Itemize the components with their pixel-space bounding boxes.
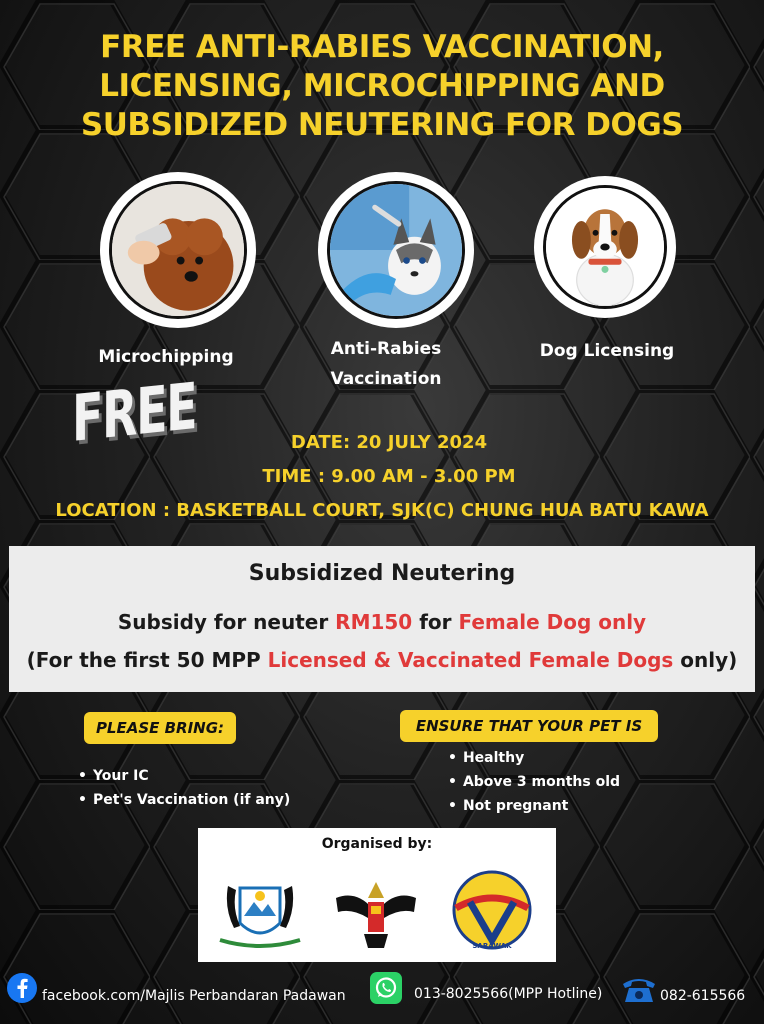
list-item: • Pet's Vaccination (if any) bbox=[78, 788, 290, 812]
neutering-subsidy-line: Subsidy for neuter RM150 for Female Dog only bbox=[117, 610, 647, 634]
title-line-3: SUBSIDIZED NEUTERING FOR DOGS bbox=[80, 107, 684, 143]
list-item: • Above 3 months old bbox=[448, 770, 620, 794]
phone-number[interactable]: 082-615566 bbox=[660, 988, 746, 1004]
facebook-link[interactable]: facebook.com/Majlis Perbandaran Padawan bbox=[42, 988, 346, 1004]
organiser-title: Organised by: bbox=[321, 836, 433, 852]
list-item: • Healthy bbox=[448, 746, 620, 770]
veterinary-services-seal-logo bbox=[442, 868, 542, 956]
whatsapp-icon bbox=[370, 972, 402, 1004]
service-label-microchipping: Microchipping bbox=[98, 347, 234, 367]
event-date: DATE: 20 JULY 2024 bbox=[290, 432, 488, 453]
vaccination-photo bbox=[318, 172, 474, 328]
poodle-image bbox=[112, 184, 244, 316]
licensing-photo bbox=[534, 176, 676, 318]
sarawak-hornbill-crest-logo bbox=[326, 868, 426, 956]
service-label-licensing: Dog Licensing bbox=[539, 341, 675, 361]
event-location: LOCATION : BASKETBALL COURT, SJK(C) CHUNG HUA BATU KAWA bbox=[55, 500, 709, 521]
husky-image bbox=[330, 184, 462, 316]
please-bring-list bbox=[78, 764, 290, 812]
contact-footer bbox=[0, 968, 764, 1018]
poster-title bbox=[0, 28, 764, 145]
microchipping-photo bbox=[100, 172, 256, 328]
please-bring-label: PLEASE BRING: bbox=[84, 712, 236, 744]
title-line-2: LICENSING, MICROCHIPPING AND bbox=[99, 68, 665, 104]
council-crest-logo bbox=[210, 868, 310, 956]
free-badge: FREE bbox=[72, 369, 197, 457]
service-label-vaccination: Anti-Rabies Vaccination bbox=[330, 339, 442, 389]
list-item: • Your IC bbox=[78, 764, 290, 788]
telephone-icon bbox=[620, 974, 658, 1004]
organiser-panel bbox=[198, 828, 556, 962]
seal-text: SARAWAK bbox=[472, 942, 512, 950]
neutering-panel bbox=[9, 546, 755, 692]
ensure-pet-list bbox=[448, 746, 620, 818]
neutering-eligibility-line: (For the first 50 MPP Licensed & Vaccinated Female Dogs only) bbox=[26, 648, 738, 672]
event-time: TIME : 9.00 AM - 3.00 PM bbox=[262, 466, 516, 487]
facebook-icon bbox=[6, 972, 38, 1004]
whatsapp-hotline[interactable]: 013-8025566(MPP Hotline) bbox=[414, 986, 603, 1002]
beagle-image bbox=[546, 188, 664, 306]
neutering-title: Subsidized Neutering bbox=[248, 561, 516, 586]
title-line-1: FREE ANTI-RABIES VACCINATION, bbox=[100, 29, 664, 65]
ensure-pet-label: ENSURE THAT YOUR PET IS bbox=[400, 710, 658, 742]
list-item: • Not pregnant bbox=[448, 794, 620, 818]
